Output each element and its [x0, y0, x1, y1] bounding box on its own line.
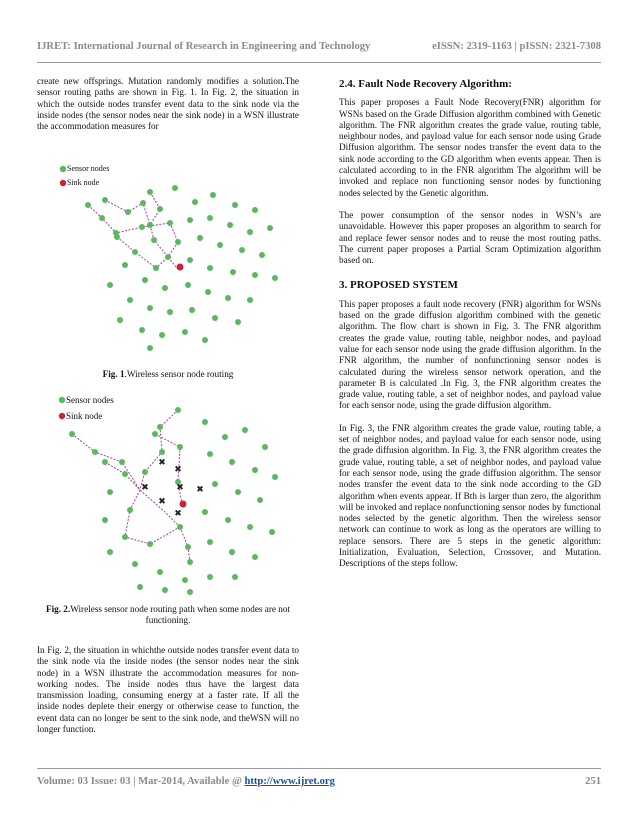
failed-node: ✖ — [174, 465, 182, 475]
sensor-node — [152, 431, 158, 437]
sensor-node — [182, 329, 188, 335]
sink-node — [180, 501, 187, 508]
sensor-node — [247, 524, 253, 530]
sensor-node — [202, 509, 208, 515]
page-header — [37, 37, 601, 57]
left-para-2: In Fig. 2, the situation in whichthe outside nodes transfer event data to the sink node via the inside nodes (the sensor nodes near the sink node) in a WSN illustrate the accommodation measures for non-working nodes. The inside nodes thus have the largest data transmission loading, consuming energy at a faster rate. If all the inside nodes deplete their energy or otherwise cease to function, the event data can no longer be sent to the sink node, and theWSN will no longer function. — [37, 645, 299, 735]
fig2-sensor-nodes — [69, 407, 278, 595]
sensor-node — [247, 297, 253, 303]
failed-node: ✖ — [196, 485, 204, 495]
sensor-node — [212, 481, 218, 487]
failed-node: ✖ — [174, 509, 182, 519]
sensor-node — [99, 215, 105, 221]
sensor-node — [122, 262, 128, 268]
sensor-node — [189, 307, 195, 313]
sensor-node — [262, 444, 268, 450]
sensor-node — [157, 569, 163, 575]
sensor-node — [230, 269, 236, 275]
fig1-legend-sink-label: Sink node — [67, 178, 100, 187]
sensor-node — [272, 275, 278, 281]
sensor-node — [147, 189, 153, 195]
sensor-node — [167, 309, 173, 315]
sensor-node — [165, 254, 171, 260]
sensor-node — [235, 319, 241, 325]
sensor-node — [257, 497, 263, 503]
sensor-node — [127, 507, 133, 513]
sensor-node — [102, 459, 108, 465]
sensor-node — [210, 192, 216, 198]
sensor-node — [122, 471, 128, 477]
sensor-node — [151, 237, 157, 243]
fig2-failed-nodes — [141, 458, 204, 519]
sensor-node — [252, 554, 258, 560]
sensor-node — [225, 517, 231, 523]
failed-node: ✖ — [158, 497, 166, 507]
sensor-node — [182, 577, 188, 583]
section-3-title: 3. PROPOSED SYSTEM — [339, 279, 458, 292]
legend-sink-dot — [59, 413, 65, 419]
right-column — [339, 79, 601, 570]
legend-sensor-dot — [59, 397, 65, 403]
failed-node: ✖ — [141, 483, 149, 493]
sensor-node — [162, 285, 168, 291]
sensor-node — [217, 242, 223, 248]
fig2-legend-sink-label: Sink node — [66, 411, 103, 421]
sensor-node — [232, 574, 238, 580]
section-2-4-para-1: This paper proposes a Fault Node Recovery(FNR) algorithm for WSNs based on the Grade Diffusion algorithm combined with Genetic algorithm. The FNR algorithm creates the grade value, routing table, neighbour nodes, and payload value for each sensor node using Grade Diffusion algorithm. The sensor nodes transfer the event data to the sink node according to the GD algorithm when events appear. Then is calculated according to in the FNR algorithm The algorithm will be invoked and replace non functioning sensor nodes by functioning nodes selected by the Genetic algorithm. — [339, 97, 601, 198]
sensor-node — [132, 561, 138, 567]
sensor-node — [69, 431, 75, 437]
sensor-node — [167, 220, 173, 226]
failed-node: ✖ — [176, 483, 184, 493]
section-2-4-title: 2.4. Fault Node Recovery Algorithm: — [339, 78, 512, 90]
sensor-node — [229, 459, 235, 465]
sensor-node — [147, 222, 153, 228]
fig1-caption: Fig. 1.Wireless sensor node routing — [102, 369, 234, 379]
sensor-node — [252, 207, 258, 213]
sensor-node — [107, 549, 113, 555]
sensor-node — [242, 427, 248, 433]
sensor-node — [159, 332, 165, 338]
sensor-node — [175, 407, 181, 413]
sensor-node — [229, 549, 235, 555]
sensor-node — [92, 449, 98, 455]
sensor-node — [252, 272, 258, 278]
header-rule — [37, 62, 601, 63]
sensor-node — [272, 474, 278, 480]
sensor-node — [239, 247, 245, 253]
sensor-node — [185, 282, 191, 288]
sensor-node — [187, 217, 193, 223]
sensor-node — [252, 467, 258, 473]
sensor-node — [153, 265, 159, 271]
sensor-node — [187, 589, 193, 595]
sensor-node — [267, 225, 273, 231]
sensor-node — [222, 434, 228, 440]
sensor-node — [132, 249, 138, 255]
sensor-node — [187, 559, 193, 565]
sensor-node — [269, 529, 275, 535]
sensor-node — [139, 327, 145, 333]
sensor-node — [122, 534, 128, 540]
section-3-para-1: This paper proposes a fault node recovery (FNR) algorithm for WSNs based on the grade diffusion algorithm combined with the genetic algorithm. The flow chart is shown in Fig. 3. The FNR algorithm creates the grade value, routing table, neighbor nodes, and payload value for each sensor node using the grade diffusion algorithm. In the FNR algorithm, the number of nonfunctioning sensor nodes is calculated during the wireless sensor network operation, and the parameter B is calculated .In Fig. 3, the FNR algorithm creates the grade value, routing table, a set of neighbor nodes, and payload value for each sensor node, using the grade diffusion algorithm. — [339, 298, 601, 411]
journal-name: IJRET: International Journal of Research in Engineering and Technology — [37, 41, 371, 52]
sensor-node — [227, 222, 233, 228]
sensor-node — [197, 235, 203, 241]
fig1-legend — [60, 166, 66, 186]
sensor-node — [205, 289, 211, 295]
sensor-node — [207, 265, 213, 271]
sensor-node — [142, 469, 148, 475]
page-number: 251 — [585, 776, 601, 787]
section-3-para-2: In Fig. 3, the FNR algorithm creates the grade value, routing table, a set of neighbor nodes, and payload value for each sensor node, using the grade diffusion algorithm. In Fig. 3, the FNR algorithm creates the grade value, routing table, a set of neighbor nodes, and payload value for each sensor node, using the grade diffusion algorithm. The sensor nodes transfer the event data to the sink node according to the GD algorithm when events appear. If Bth is larger than zero, the algorithm will be invoked and replace nonfunctioning sensor nodes by functional nodes selected by the genetic algorithm. Then the wireless sensor network can continue to work as long as the operators are willing to replace sensors. There are 5 steps in the genetic algorithm: Initialization, Evaluation, Selection, Crossover, and Mutation. Descriptions of the steps follow. — [339, 422, 601, 569]
footer-rule — [37, 768, 601, 769]
sensor-node — [119, 459, 125, 465]
legend-sensor-dot — [60, 166, 66, 172]
sensor-node — [159, 449, 165, 455]
sensor-node — [125, 209, 131, 215]
footer-link[interactable]: http://www.ijret.org — [244, 776, 335, 787]
sensor-node — [225, 295, 231, 301]
sensor-node — [157, 424, 163, 430]
failed-node: ✖ — [158, 458, 166, 468]
sensor-node — [207, 451, 213, 457]
footer-volume: Volume: 03 Issue: 03 | Mar-2014, Available @ — [37, 776, 245, 787]
sensor-node — [140, 200, 146, 206]
sensor-node — [202, 337, 208, 343]
sensor-node — [175, 239, 181, 245]
fig2-legend — [59, 397, 65, 419]
section-2-4-para-2: The power consumption of the sensor nodes in WSN’s are unavoidable. However this paper proposes an algorithm to search for and replace fewer sensor nodes and to reuse the most routing paths. The current paper proposes a Partial Scram Optimization algorithm based on. — [339, 209, 601, 266]
sensor-node — [207, 574, 213, 580]
sensor-node — [107, 489, 113, 495]
sensor-node — [235, 489, 241, 495]
sensor-node — [172, 185, 178, 191]
sensor-node — [147, 305, 153, 311]
figure-2-wsn-diagram — [50, 392, 300, 602]
fig1-legend-sensor-label: Sensor nodes — [67, 164, 110, 173]
issn: eISSN: 2319-1163 | pISSN: 2321-7308 — [432, 41, 601, 52]
sensor-node — [207, 539, 213, 545]
fig2-caption: Fig. 2.Wireless sensor node routing path when some nodes are not functioning. — [45, 604, 291, 626]
sensor-node — [185, 544, 191, 550]
sensor-node — [114, 234, 120, 240]
sensor-node — [192, 199, 198, 205]
sensor-node — [147, 345, 153, 351]
sensor-node — [107, 282, 113, 288]
sensor-node — [212, 315, 218, 321]
sensor-node — [127, 297, 133, 303]
legend-sink-dot — [60, 180, 66, 186]
sensor-node — [177, 444, 183, 450]
figure-1-wsn-diagram — [50, 160, 300, 360]
sensor-node — [162, 587, 168, 593]
sensor-node — [147, 541, 153, 547]
sensor-node — [207, 215, 213, 221]
sensor-node — [102, 197, 108, 203]
sensor-node — [117, 317, 123, 323]
fig2-routes — [72, 410, 190, 562]
sensor-node — [137, 584, 143, 590]
left-para-1: create new offsprings. Mutation randomly modifies a solution.The sensor routing paths are shown in Fig. 1. In Fig. 2, the situation in which the outside nodes transfer event data to the sink node via the inside nodes (the sensor nodes near the sink node) in a WSN illustrate the accommodation measures for — [37, 76, 299, 132]
sink-node — [177, 264, 184, 271]
sensor-node — [177, 524, 183, 530]
sensor-node — [202, 419, 208, 425]
fig1-routes — [88, 192, 178, 268]
sensor-node — [139, 224, 145, 230]
sensor-node — [232, 202, 238, 208]
sensor-node — [142, 277, 148, 283]
sensor-node — [247, 229, 253, 235]
sensor-node — [85, 202, 91, 208]
sensor-node — [259, 252, 265, 258]
sensor-node — [187, 257, 193, 263]
fig2-legend-sensor-label: Sensor nodes — [66, 395, 114, 405]
sensor-node — [157, 206, 163, 212]
sensor-node — [102, 517, 108, 523]
